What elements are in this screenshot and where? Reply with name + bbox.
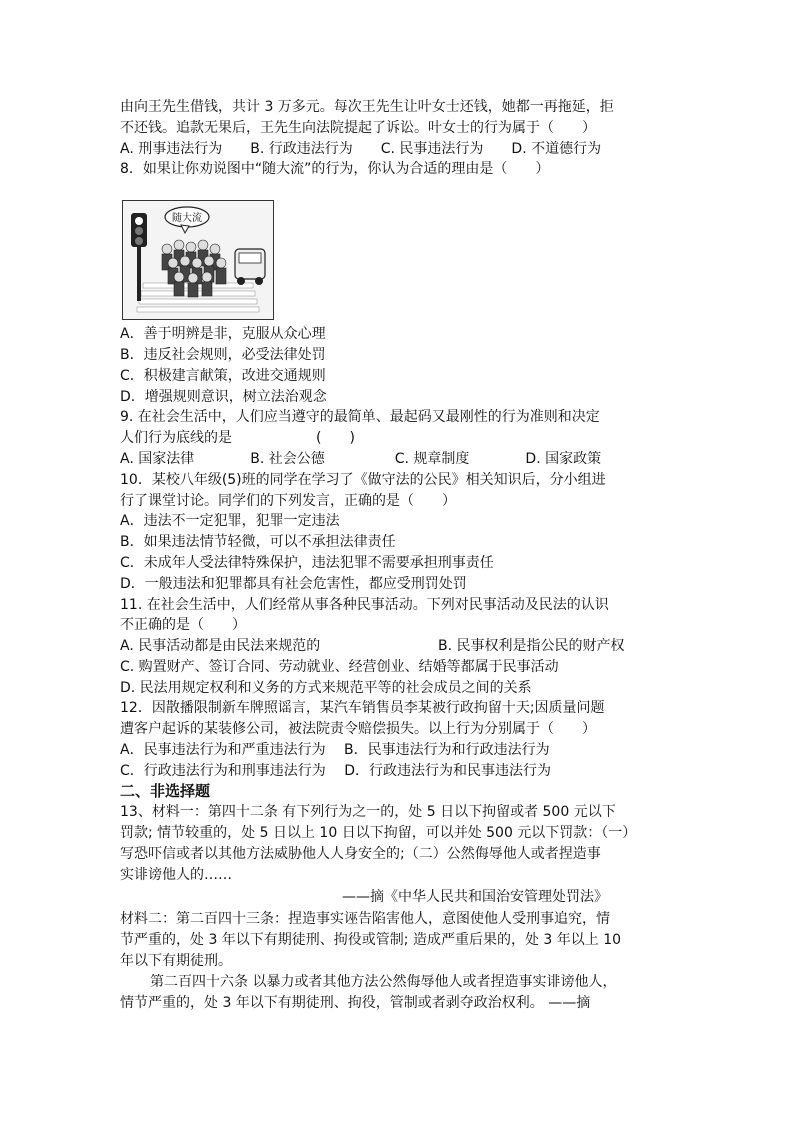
q9-options: A. 国家法律 B. 社会公德 C. 规章制度 D. 国家政策 <box>120 451 602 467</box>
q13-material-1-line-4: 实诽谤他人的…… <box>120 867 232 883</box>
q10-option-c: C．未成年人受法律特殊保护，违法犯罪不需要承担刑事责任 <box>120 555 494 571</box>
q10-option-b: B．如果违法情节轻微，可以不承担法律责任 <box>120 534 396 550</box>
q13-material-2-line-2: 节严重的，处 3 年以下有期徒刑、拘役或管制; 造成严重后果的，处 3 年以上 10 <box>120 932 622 948</box>
q8-option-b: B．违反社会规则，必受法律处罚 <box>120 347 326 363</box>
q13-material-2-line-5: 情节严重的，处 3 年以下有期徒刑、拘役，管制或者剥夺政治权利。 ——摘 <box>120 995 591 1011</box>
q13-material-2-line-1: 材料二：第二百四十三条：捏造事实诬告陷害他人，意图使他人受刑事追究，情 <box>120 911 610 927</box>
q13-material-1-line-1: 13、材料一：第四十二条 有下列行为之一的，处 5 日以下拘留或者 500 元以下 <box>120 804 616 820</box>
q10-stem-line-2: 行了课堂讨论。同学们的下列发言，正确的是（ ） <box>120 493 456 509</box>
crowd-crossing-illustration <box>122 200 274 320</box>
q10-option-a: A．违法不一定犯罪，犯罪一定违法 <box>120 513 340 529</box>
q12-stem-line-1: 12．因散播限制新车牌照谣言，某汽车销售员李某被行政拘留十天;因质量问题 <box>120 700 605 716</box>
q8-option-a: A．善于明辨是非，克服从众心理 <box>120 326 326 342</box>
q13-material-1-line-3: 写恐吓信或者以其他方法威胁他人人身安全的;（二）公然侮辱他人或者捏造事 <box>120 846 601 862</box>
crowd-crossing-drawing <box>123 201 273 319</box>
q13-material-1-source: ——摘《中华人民共和国治安管理处罚法》 <box>342 889 608 905</box>
q10-option-d: D．一般违法和犯罪都具有社会危害性，都应受刑罚处罚 <box>120 576 467 592</box>
car-icon <box>235 249 265 285</box>
q13-material-1-line-2: 罚款; 情节较重的，处 5 日以上 10 日以下拘留，可以并处 500 元以下罚款：（一） <box>120 825 637 841</box>
q8-option-c: C．积极建言献策，改进交通规则 <box>120 368 326 384</box>
speech-bubble <box>165 207 209 233</box>
q10-stem-line-1: 10．某校八年级(5)班的同学在学习了《做守法的公民》相关知识后，分小组进 <box>120 472 606 488</box>
q8-option-d: D．增强规则意识，树立法治观念 <box>120 389 327 405</box>
crowd-figures <box>162 240 226 297</box>
q11-stem-line-1: 11. 在社会生活中，人们经常从事各种民事活动。下列对民事活动及民法的认识 <box>120 597 609 613</box>
q11-option-c: C. 购置财产、签订合同、劳动就业、经营创业、结婚等都属于民事活动 <box>120 659 559 675</box>
q8-stem: 8．如果让你劝说图中“随大流”的行为，你认为合适的理由是（ ） <box>120 161 550 177</box>
q9-stem-line-2: 人们行为底线的是 ( ) <box>120 430 355 446</box>
speech-bubble-text: 随大流 <box>172 213 202 224</box>
q12-stem-line-2: 遭客户起诉的某装修公司，被法院责令赔偿损失。以上行为分别属于（ ） <box>120 721 596 737</box>
q11-option-b: B. 民事权利是指公民的财产权 <box>438 638 625 654</box>
q11-option-a: A. 民事活动都是由民法来规范的 <box>120 638 321 654</box>
q11-option-d: D. 民法用规定权利和义务的方式来规范平等的社会成员之间的关系 <box>120 680 532 696</box>
q12-options-cd: C．行政违法行为和刑事违法行为 D．行政违法行为和民事违法行为 <box>120 763 552 779</box>
q7-text-line-1: 由向王先生借钱，共计 3 万多元。每次王先生让叶女士还钱，她都一再拖延，拒 <box>120 99 614 115</box>
q7-text-line-2: 不还钱。追款无果后，王先生向法院提起了诉讼。叶女士的行为属于（ ） <box>120 120 596 136</box>
q7-options: A. 刑事违法行为 B. 行政违法行为 C. 民事违法行为 D. 不道德行为 <box>120 141 602 157</box>
q13-material-2-line-4: 第二百四十六条 以暴力或者其他方法公然侮辱他人或者捏造事实诽谤他人， <box>150 974 617 990</box>
q9-stem-line-1: 9. 在社会生活中，人们应当遵守的最简单、最起码又最刚性的行为准则和决定 <box>120 409 600 425</box>
q13-material-2-line-3: 年以下有期徒刑。 <box>120 953 232 969</box>
q11-stem-line-2: 不正确的是（ ） <box>120 617 246 633</box>
q12-options-ab: A．民事违法行为和严重违法行为 B．民事违法行为和行政违法行为 <box>120 742 550 758</box>
section-heading-non-choice: 二、非选择题 <box>120 782 211 800</box>
